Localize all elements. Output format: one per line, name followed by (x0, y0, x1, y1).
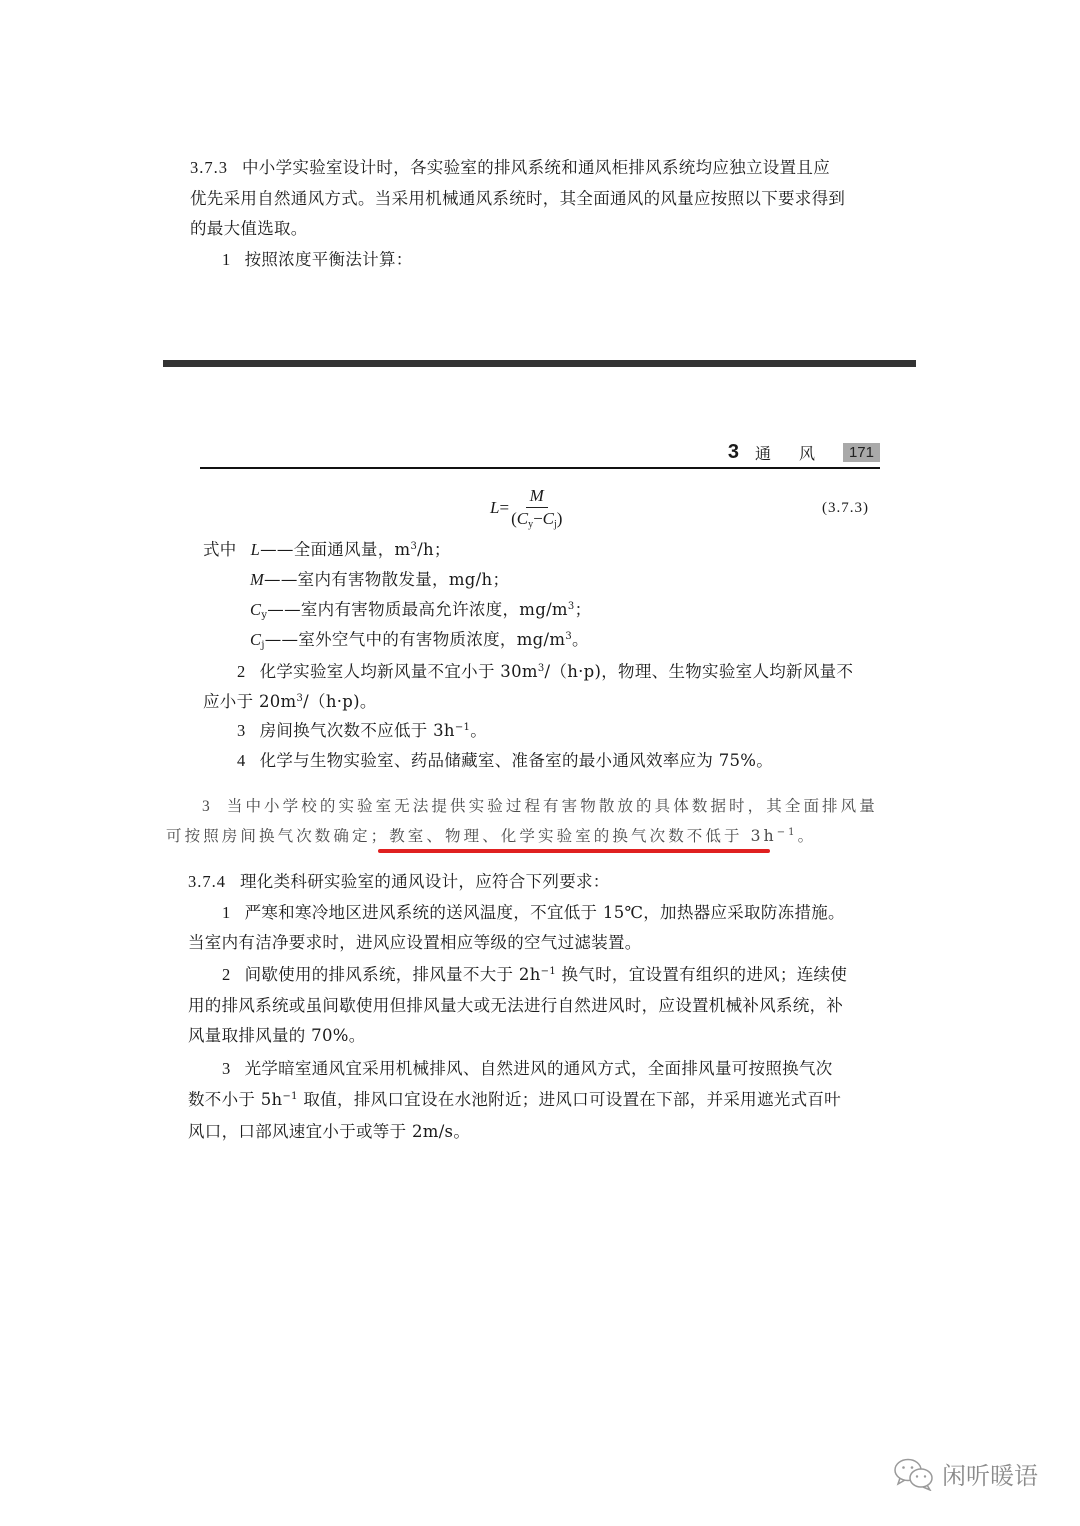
paragraph-text: 中小学实验室设计时，各实验室的排风系统和通风柜排风系统均应独立设置且应 (242, 158, 830, 177)
watermark-text: 闲听暖语 (942, 1462, 1038, 1490)
item-text: 按照浓度平衡法计算： (244, 250, 413, 269)
where-def-Cj: $C_j——$室外空气中的有害物质浓度，$mg/m^3$。 (250, 630, 589, 651)
quoted-clause-line-2: 可按照房间换气次数确定；教室、物理、化学实验室的换气次数不低于 $3h^{-1}$。 (166, 827, 817, 845)
item-4: 4 化学与生物实验室、药品储藏室、准备室的最小通风效率应为 75%。 (237, 751, 774, 770)
highlighted-requirement: 教室、物理、化学实验室的换气次数不低于 3h (389, 827, 777, 845)
wechat-icon (892, 1457, 936, 1491)
page-number: 171 (843, 443, 880, 462)
where-def-Cy: $C_y——$室内有害物质最高允许浓度，$mg/m^3$； (250, 600, 592, 621)
section-3-7-3-line-3: 的最大值选取。 (190, 219, 308, 238)
section-3-7-4-item-2-line-1: 2 间歇使用的排风系统，排风量不大于 $2h^{-1}$ 换气时，宜设置有组织的进风；连续使 (222, 965, 848, 984)
running-header (728, 440, 880, 464)
section-3-7-4-item-2-line-2: 用的排风系统或虽间歇使用但排风量大或无法进行自然进风时，应设置机械补风系统，补 (188, 996, 844, 1015)
formula-denominator: $(C_y-C_j)$ (511, 509, 563, 530)
section-3-7-3-line-2: 优先采用自然通风方式。当采用机械通风系统时，其全面通风的风量应按照以下要求得到 (190, 189, 846, 208)
header-rule (200, 467, 880, 469)
page-divider (163, 360, 916, 367)
section-3-7-4-item-2-line-3: 风量取排风量的 70%。 (188, 1026, 366, 1045)
formula-tag: (3.7.3) (822, 500, 869, 516)
formula-lhs: L (490, 497, 500, 517)
section-number: 3.7.3 (190, 158, 228, 177)
where-label: 式中 (203, 540, 237, 559)
formula-fraction (511, 486, 562, 529)
section-3-7-4-item-3-line-1: 3 光学暗室通风宜采用机械排风、自然进风的通风方式，全面排风量可按照换气次 (222, 1059, 833, 1078)
section-3-7-4-item-1-line-1: 1 严寒和寒冷地区进风系统的送风温度，不宜低于 15℃，加热器应采取防冻措施。 (222, 903, 845, 922)
section-3-7-3-item-1 (222, 250, 413, 270)
formula-numerator: M (526, 486, 548, 508)
item-2-line-1: 2 化学实验室人均新风量不宜小于 $30m^3/(h\cdot p)$，物理、生物实验室人均新风量不 (237, 662, 854, 681)
item-3: 3 房间换气次数不应低于 $3h^{-1}$。 (237, 721, 487, 740)
formula-3-7-3 (490, 486, 562, 529)
red-underline-annotation (378, 849, 770, 853)
where-def-M: M——室内有害物散发量，mg/h； (250, 570, 510, 589)
section-3-7-3-line-1 (190, 158, 830, 178)
section-3-7-4-title: 3.7.4 理化类科研实验室的通风设计，应符合下列要求： (188, 872, 610, 891)
item-number: 1 (222, 250, 231, 269)
quoted-clause-line-1: 3 当中小学校的实验室无法提供实验过程有害物散放的具体数据时，其全面排风量 (202, 797, 878, 815)
watermark (892, 1456, 1038, 1491)
chapter-number: 3 (727, 440, 739, 463)
chapter-title: 通风 (754, 443, 843, 463)
formula-equals: = (499, 497, 510, 517)
where-def-L: 式中 L——全面通风量，$m^3/h$； (203, 540, 451, 559)
section-3-7-4-item-3-line-3: 风口，口部风速宜小于或等于 2m/s。 (188, 1122, 471, 1141)
section-3-7-4-item-1-line-2: 当室内有洁净要求时，进风应设置相应等级的空气过滤装置。 (188, 933, 642, 952)
item-2-line-2: 应小于 $20m^3/(h\cdot p)$。 (203, 692, 377, 711)
section-3-7-4-item-3-line-2: 数不小于 $5h^{-1}$ 取值，排风口宜设在水池附近；进风口可设置在下部，并采用遮光式百叶 (188, 1090, 841, 1109)
